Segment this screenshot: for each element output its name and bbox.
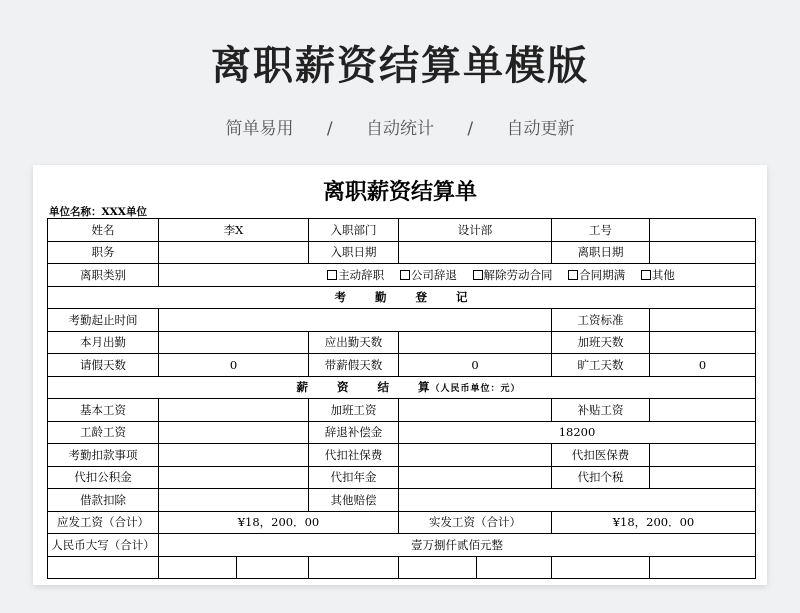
attendance-deduction-label: 考勤扣款事项 bbox=[48, 444, 159, 467]
monthly-attendance-value[interactable] bbox=[159, 331, 309, 354]
overtime-days-label: 加班天数 bbox=[552, 331, 650, 354]
table-row bbox=[48, 264, 756, 287]
actual-total-label: 实发工资（合计） bbox=[399, 511, 552, 534]
seniority-pay-value[interactable] bbox=[159, 421, 309, 444]
amount-in-words-value[interactable]: 壹万捌仟贰佰元整 bbox=[159, 534, 756, 557]
base-salary-label: 基本工资 bbox=[48, 399, 159, 422]
table-row bbox=[48, 219, 756, 242]
loan-deduction-label: 借款扣除 bbox=[48, 489, 159, 512]
section-header-salary bbox=[48, 376, 756, 399]
seniority-pay-label: 工龄工资 bbox=[48, 421, 159, 444]
checkbox-terminated[interactable]: 解除劳动合同 bbox=[473, 267, 553, 283]
absent-days-value[interactable]: 0 bbox=[650, 354, 756, 377]
cutoff-cell bbox=[48, 556, 159, 579]
checkbox-dismissed[interactable]: 公司辞退 bbox=[400, 267, 457, 283]
table-row bbox=[48, 534, 756, 557]
social-insurance-value[interactable] bbox=[399, 444, 552, 467]
position-value[interactable] bbox=[159, 241, 309, 264]
dept-value[interactable]: 设计部 bbox=[399, 219, 552, 242]
other-compensation-value[interactable] bbox=[399, 489, 756, 512]
table-row bbox=[48, 399, 756, 422]
loan-deduction-value[interactable] bbox=[159, 489, 309, 512]
monthly-attendance-label: 本月出勤 bbox=[48, 331, 159, 354]
checkbox-voluntary[interactable]: 主动辞职 bbox=[327, 267, 384, 283]
attendance-period-value[interactable] bbox=[159, 309, 552, 332]
attendance-deduction-value[interactable] bbox=[159, 444, 309, 467]
leave-days-value[interactable]: 0 bbox=[159, 354, 309, 377]
annuity-label: 代扣年金 bbox=[309, 466, 399, 489]
hire-date-label: 入职日期 bbox=[309, 241, 399, 264]
unit-name: 单位名称：XXX单位 bbox=[49, 206, 147, 218]
medical-insurance-value[interactable] bbox=[650, 444, 756, 467]
salary-standard-label: 工资标准 bbox=[552, 309, 650, 332]
housing-fund-label: 代扣公积金 bbox=[48, 466, 159, 489]
table-row bbox=[48, 421, 756, 444]
cutoff-cell bbox=[650, 556, 756, 579]
severance-label: 辞退补偿金 bbox=[309, 421, 399, 444]
subtitle-item: 自动更新 bbox=[506, 119, 575, 139]
checkbox-icon bbox=[641, 270, 651, 280]
hire-date-value[interactable] bbox=[399, 241, 552, 264]
severance-value[interactable]: 18200 bbox=[399, 421, 756, 444]
table-row bbox=[48, 331, 756, 354]
allowance-value[interactable] bbox=[650, 399, 756, 422]
subtitle-item: 自动统计 bbox=[366, 119, 434, 139]
amount-in-words-label: 人民币大写（合计） bbox=[48, 534, 159, 557]
table-row-cutoff bbox=[48, 556, 756, 579]
subtitle-separator: / bbox=[326, 119, 333, 139]
payable-total-value[interactable]: ¥18，200．00 bbox=[159, 511, 399, 534]
table-row bbox=[48, 354, 756, 377]
checkbox-icon bbox=[568, 270, 578, 280]
subtitle-item: 简单易用 bbox=[225, 119, 294, 139]
leave-days-label: 请假天数 bbox=[48, 354, 159, 377]
checkbox-icon bbox=[400, 270, 410, 280]
medical-insurance-label: 代扣医保费 bbox=[552, 444, 650, 467]
actual-total-value[interactable]: ¥18，200．00 bbox=[552, 511, 756, 534]
overtime-days-value[interactable] bbox=[650, 331, 756, 354]
page-title: 离职薪资结算单模版 bbox=[211, 43, 589, 89]
settlement-sheet bbox=[33, 165, 767, 585]
table-row bbox=[48, 466, 756, 489]
leave-type-label: 离职类别 bbox=[48, 264, 159, 287]
social-insurance-label: 代扣社保费 bbox=[309, 444, 399, 467]
expected-days-value[interactable] bbox=[399, 331, 552, 354]
table-row bbox=[48, 241, 756, 264]
leave-date-label: 离职日期 bbox=[552, 241, 650, 264]
leave-type-options bbox=[159, 264, 756, 287]
base-salary-value[interactable] bbox=[159, 399, 309, 422]
cutoff-cell bbox=[309, 556, 399, 579]
allowance-label: 补贴工资 bbox=[552, 399, 650, 422]
salary-section-title: 薪 资 结 算（人民币单位：元） bbox=[48, 376, 756, 399]
cutoff-cell bbox=[159, 556, 237, 579]
dept-label: 入职部门 bbox=[309, 219, 399, 242]
checkbox-icon bbox=[473, 270, 483, 280]
salary-standard-value[interactable] bbox=[650, 309, 756, 332]
sheet-title: 离职薪资结算单 bbox=[322, 179, 477, 205]
paid-leave-days-label: 带薪假天数 bbox=[309, 354, 399, 377]
overtime-pay-label: 加班工资 bbox=[309, 399, 399, 422]
checkbox-other[interactable]: 其他 bbox=[641, 267, 675, 283]
overtime-pay-value[interactable] bbox=[399, 399, 552, 422]
attendance-period-label: 考勤起止时间 bbox=[48, 309, 159, 332]
cutoff-cell bbox=[477, 556, 552, 579]
name-label: 姓名 bbox=[48, 219, 159, 242]
annuity-value[interactable] bbox=[399, 466, 552, 489]
subtitle-separator: / bbox=[467, 119, 474, 139]
table-row bbox=[48, 309, 756, 332]
position-label: 职务 bbox=[48, 241, 159, 264]
checkbox-icon bbox=[327, 270, 337, 280]
other-compensation-label: 其他赔偿 bbox=[309, 489, 399, 512]
expected-days-label: 应出勤天数 bbox=[309, 331, 399, 354]
leave-date-value[interactable] bbox=[650, 241, 756, 264]
subtitle bbox=[0, 114, 800, 139]
housing-fund-value[interactable] bbox=[159, 466, 309, 489]
id-value[interactable] bbox=[650, 219, 756, 242]
cutoff-cell bbox=[237, 556, 309, 579]
table-row bbox=[48, 489, 756, 512]
section-header-attendance bbox=[48, 286, 756, 309]
currency-note: （人民币单位：元） bbox=[430, 384, 521, 395]
table-row bbox=[48, 511, 756, 534]
cutoff-cell bbox=[552, 556, 650, 579]
table-row bbox=[48, 444, 756, 467]
checkbox-expired[interactable]: 合同期满 bbox=[568, 267, 625, 283]
payable-total-label: 应发工资（合计） bbox=[48, 511, 159, 534]
income-tax-label: 代扣个税 bbox=[552, 466, 650, 489]
settlement-table bbox=[47, 218, 756, 579]
paid-leave-days-value[interactable]: 0 bbox=[399, 354, 552, 377]
attendance-section-title: 考 勤 登 记 bbox=[48, 286, 756, 309]
absent-days-label: 旷工天数 bbox=[552, 354, 650, 377]
cutoff-cell bbox=[399, 556, 477, 579]
name-value[interactable]: 李X bbox=[159, 219, 309, 242]
id-label: 工号 bbox=[552, 219, 650, 242]
income-tax-value[interactable] bbox=[650, 466, 756, 489]
